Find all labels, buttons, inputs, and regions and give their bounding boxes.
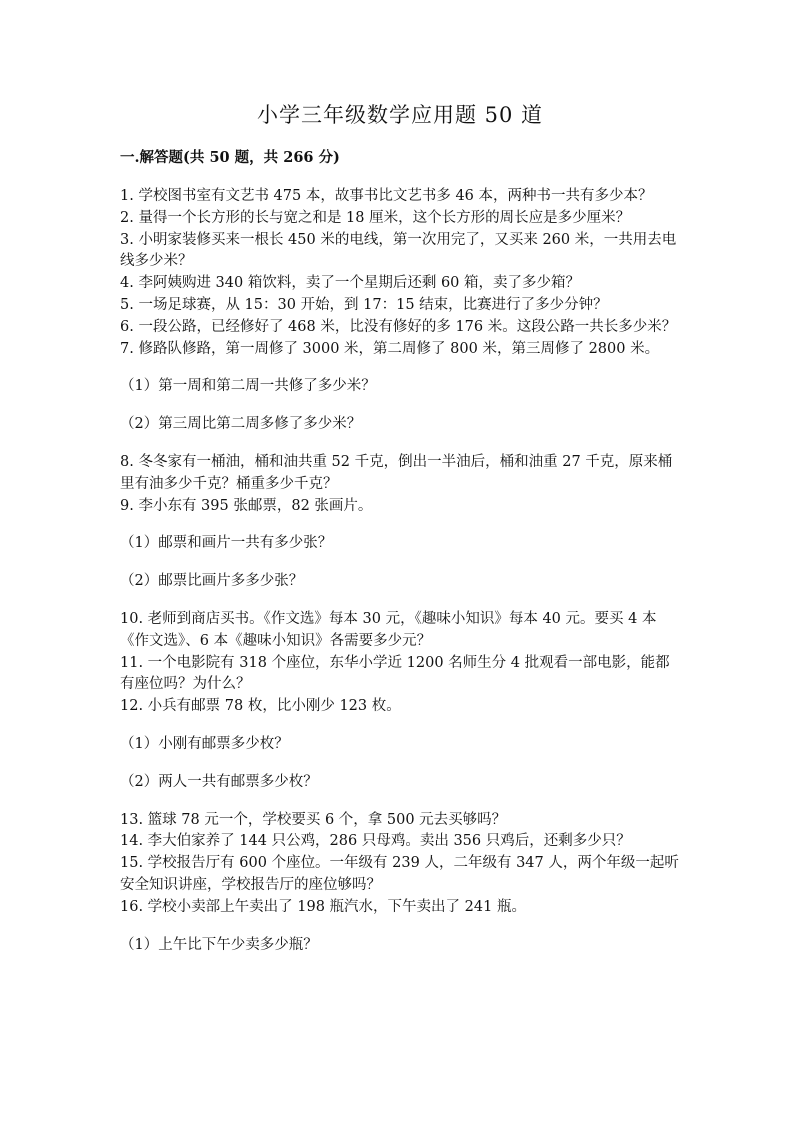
question-16: 16. 学校小卖部上午卖出了 198 瓶汽水，下午卖出了 241 瓶。 bbox=[120, 898, 526, 915]
question-3: 3. 小明家装修买来一根长 450 米的电线，第一次用完了，又买来 260 米，一共用去电线多少米？ bbox=[120, 231, 677, 270]
question-12: 12. 小兵有邮票 78 枚，比小刚少 123 枚。 bbox=[120, 698, 401, 715]
question-6: 6. 一段公路，已经修好了 468 米，比没有修好的多 176 米。这段公路一共长多少米？ bbox=[120, 318, 677, 335]
question-9: 9. 李小东有 395 张邮票，82 张画片。 bbox=[120, 497, 373, 514]
question-4: 4. 李阿姨购进 340 箱饮料，卖了一个星期后还剩 60 箱，卖了多少箱？ bbox=[120, 275, 581, 292]
question-7-part-2: （2）第三周比第二周多修了多少米？ bbox=[120, 416, 362, 433]
page-title: 小学三年级数学应用题 50 道 bbox=[256, 103, 544, 127]
question-11: 11. 一个电影院有 318 个座位，东华小学近 1200 名师生分 4 批观看一部电影，能都有座位吗？为什么？ bbox=[120, 654, 670, 693]
question-10: 10. 老师到商店买书。《作文选》每本 30 元，《趣味小知识》每本 40 元。要买 4 本《作文选》、6 本《趣味小知识》各需要多少元？ bbox=[120, 610, 657, 649]
question-5: 5. 一场足球赛，从 15：30 开始，到 17：15 结束，比赛进行了多少分钟？ bbox=[120, 296, 608, 313]
question-7-part-1: （1）第一周和第二周一共修了多少米？ bbox=[120, 378, 376, 395]
question-13: 13. 篮球 78 元一个，学校要买 6 个，拿 500 元去买够吗？ bbox=[120, 811, 507, 828]
question-16-part-1: （1）上午比下午少卖多少瓶？ bbox=[120, 936, 318, 953]
question-8: 8. 冬冬家有一桶油，桶和油共重 52 千克，倒出一半油后，桶和油重 27 千克，原来桶里有油多少千克？桶重多少千克？ bbox=[120, 453, 673, 492]
question-12-part-2: （2）两人一共有邮票多少枚？ bbox=[120, 773, 318, 790]
section-heading: 一.解答题(共 50 题，共 266 分) bbox=[120, 149, 340, 166]
question-2: 2. 量得一个长方形的长与宽之和是 18 厘米，这个长方形的周长应是多少厘米？ bbox=[120, 209, 631, 226]
question-12-part-1: （1）小刚有邮票多少枚？ bbox=[120, 735, 289, 752]
question-9-part-1: （1）邮票和画片一共有多少张？ bbox=[120, 535, 333, 552]
question-15: 15. 学校报告厅有 600 个座位。一年级有 239 人，二年级有 347 人，两个年级一起听安全知识讲座，学校报告厅的座位够吗？ bbox=[120, 855, 679, 893]
question-9-part-2: （2）邮票比画片多多少张？ bbox=[120, 573, 304, 590]
question-list bbox=[120, 186, 684, 956]
question-14: 14. 李大伯家养了 144 只公鸡，286 只母鸡。卖出 356 只鸡后，还剩多少只？ bbox=[120, 833, 631, 850]
question-7: 7. 修路队修路，第一周修了 3000 米，第二周修了 800 米，第三周修了 2800 米。 bbox=[120, 340, 660, 357]
question-1: 1. 学校图书室有文艺书 475 本，故事书比文艺书多 46 本，两种书一共有多少本？ bbox=[120, 188, 653, 204]
